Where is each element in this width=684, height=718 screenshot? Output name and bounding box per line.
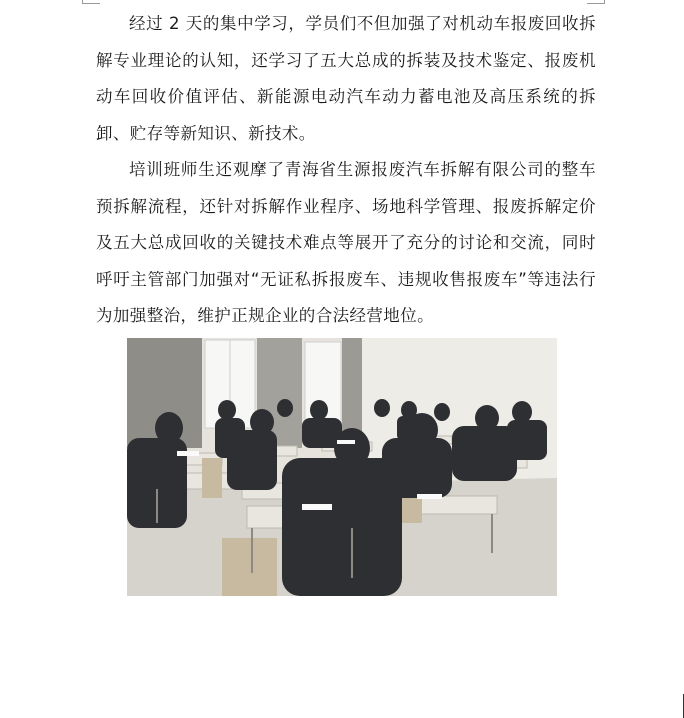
document-body[interactable] xyxy=(96,6,596,335)
margin-corner-mark-right-h xyxy=(587,3,605,4)
margin-corner-mark-left-h xyxy=(82,3,100,4)
classroom-photo[interactable] xyxy=(127,338,557,596)
paragraph-site-visit: 培训班师生还观摩了青海省生源报废汽车拆解有限公司的整车预拆解流程，还针对拆解作业程序、场地科学管理、报废拆解定价及五大总成回收的关键技术难点等展开了充分的讨论和交流，同时呼吁主管部门加强对“无证私拆报废车、违规收售报废车”等违法行为加强整治，维护正规企业的合法经营地位。 xyxy=(96,160,596,325)
paragraph-study-summary: 经过 2 天的集中学习，学员们不但加强了对机动车报废回收拆解专业理论的认知，还学习了五大总成的拆装及技术鉴定、报废机动车回收价值评估、新能源电动汽车动力蓄电池及高压系统的拆卸、贮存等新知识、新技术。 xyxy=(96,14,596,143)
